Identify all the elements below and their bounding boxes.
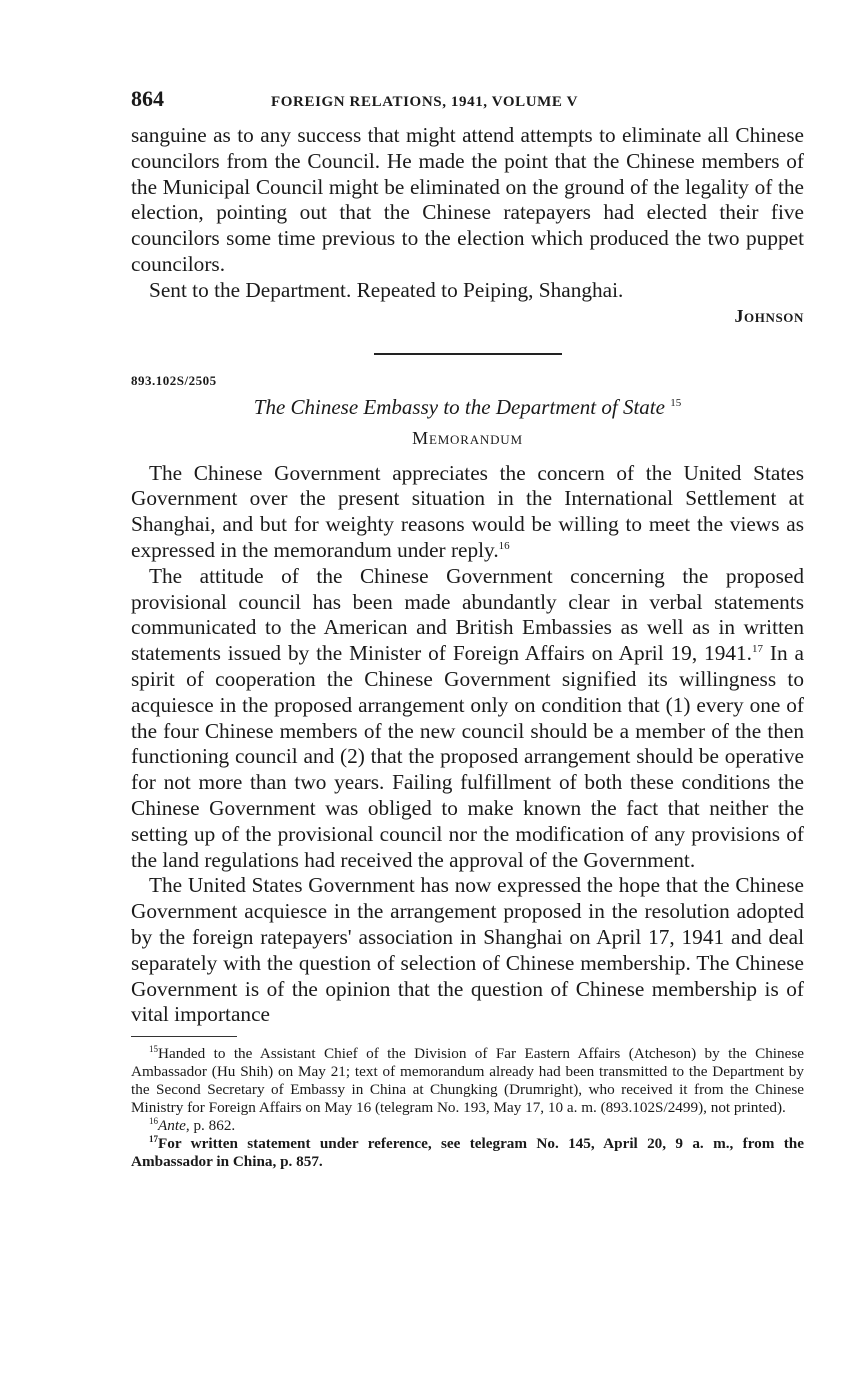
preceding-closing: Sent to the Department. Repeated to Peiping, Shanghai. bbox=[149, 277, 624, 302]
running-title: FOREIGN RELATIONS, 1941, VOLUME V bbox=[271, 94, 579, 110]
memorandum-heading: Memorandum bbox=[412, 427, 523, 448]
document-title bbox=[131, 395, 804, 420]
memo-paragraph-1-text: The Chinese Government appreciates the concern of the United States Government over the present situation in the International Settlement at Shanghai, and but for weighty reasons would be willing to meet the views as expressed in the memorandum under reply. bbox=[131, 460, 804, 562]
footnote-ref-15: 15 bbox=[670, 396, 682, 409]
preceding-text bbox=[131, 123, 804, 304]
memo-paragraph-1 bbox=[131, 461, 804, 564]
preceding-paragraph: sanguine as to any success that might attend attempts to eliminate all Chinese councilors from the Council. He made the point that the Chinese members of the Municipal Council might be eliminated on the ground of the legality of the election, pointing out that the Chinese ratepayers had elected their five councilors some time previous to the election which produced the two puppet councilors. bbox=[131, 123, 804, 276]
footnote-17 bbox=[131, 1135, 804, 1171]
footnote-ref-17: 17 bbox=[751, 643, 763, 656]
memo-paragraph-3: The United States Government has now expressed the hope that the Chinese Government acquiesce in the arrangement proposed in the resolution adopted by the foreign ratepayers' association in Shanghai on April 17, 1941 and deal separately with the question of selection of Chinese membership. The Chinese Government is of the opinion that the question of Chinese membership is of vital importance bbox=[131, 873, 804, 1027]
footnote-15 bbox=[131, 1045, 804, 1117]
footnote-divider bbox=[131, 1036, 237, 1037]
memo-paragraph-2 bbox=[131, 564, 804, 874]
memo-paragraph-2-text-a: The attitude of the Chinese Government concerning the proposed provisional council has been made abundantly clear in verbal statements communicated to the American and British Embassies as well as in written statements issued by the Minister of Foreign Affairs on April 19, 1941. bbox=[131, 563, 804, 666]
footnote-15-text: Handed to the Assistant Chief of the Division of Far Eastern Affairs (Atcheson) by the Chinese Ambassador (Hu Shih) on May 21; text of memorandum already had been transmitted to the Department by the Second Secretary of Embassy in China at Chungking (Drumright), who received it from the Chinese Ministry for Foreign Affairs on May 16 (telegram No. 193, May 17, 10 a. m. (893.102S/2499), not printed). bbox=[131, 1045, 804, 1117]
footnote-mark-17: 17 bbox=[149, 1134, 158, 1145]
file-number: 893.102S/2505 bbox=[131, 372, 217, 388]
document-title-text: The Chinese Embassy to the Department of State bbox=[253, 394, 665, 419]
footnote-16-text: , p. 862. bbox=[185, 1117, 236, 1135]
footnote-16-italic: Ante bbox=[158, 1117, 186, 1135]
footnote-mark-16: 16 bbox=[149, 1116, 158, 1127]
footnotes bbox=[131, 1045, 804, 1171]
document-page bbox=[131, 86, 804, 1171]
footnote-ref-16: 16 bbox=[498, 539, 510, 552]
footnote-17-text: For written statement under reference, see telegram No. 145, April 20, 9 a. m., from the Ambassador in China, p. 857. bbox=[131, 1135, 804, 1171]
footnote-16 bbox=[131, 1117, 804, 1135]
page-header bbox=[131, 86, 804, 115]
section-divider bbox=[374, 353, 562, 355]
memo-paragraph-2-text-b: In a spirit of cooperation the Chinese Government signified its willingness to acquiesce in the proposed arrangement only on condition that (1) every one of the four Chinese members of the new council should be a member of the then functioning council and (2) that the proposed arrangement should be operative for not more than two years. Failing fulfillment of both these conditions the Chinese Government was obliged to make known the fact that neither the setting up of the provisional council nor the modification of any provisions of the land regulations had received the approval of the Government. bbox=[131, 641, 804, 872]
signature: Johnson bbox=[734, 305, 804, 326]
memorandum-body bbox=[131, 461, 804, 1029]
page-number: 864 bbox=[131, 86, 164, 111]
footnote-mark-15: 15 bbox=[149, 1044, 158, 1055]
